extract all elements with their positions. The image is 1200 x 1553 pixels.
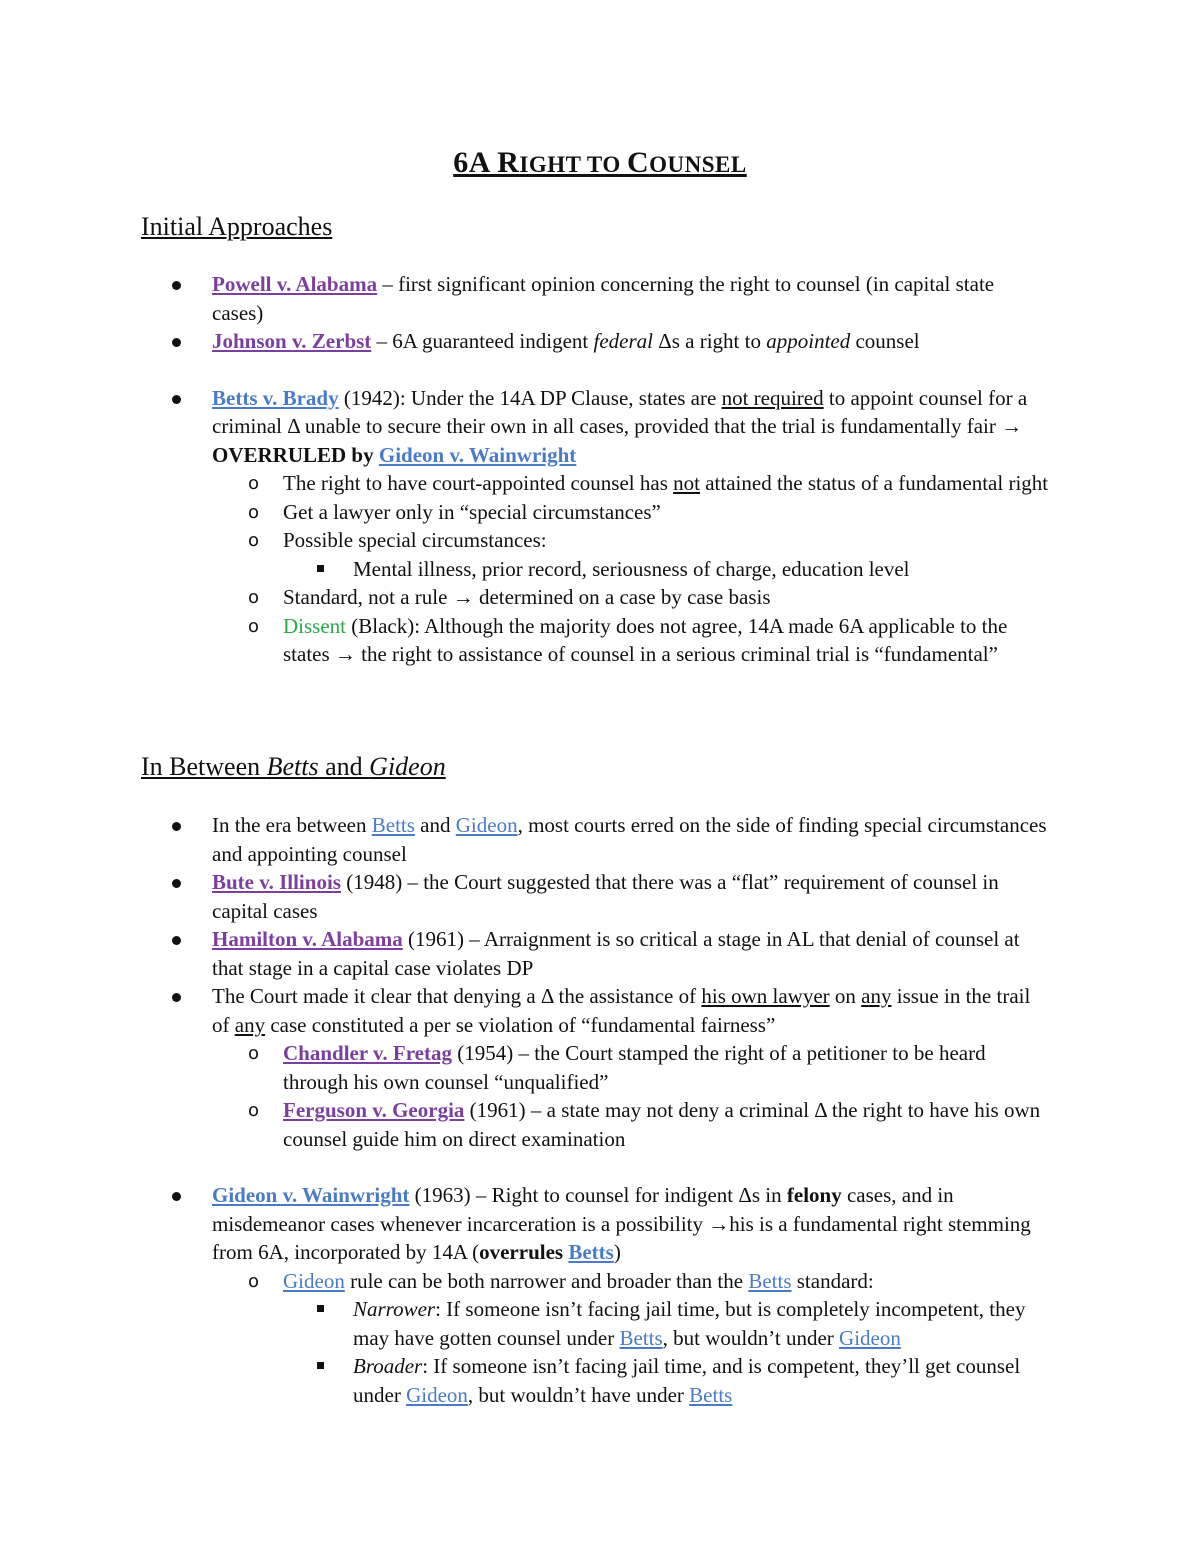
case-link-gideon-main[interactable]: Gideon v. Wainwright [212,1183,410,1207]
circle-bullet-icon: o [248,1100,260,1121]
ref-link-betts[interactable]: Betts [619,1325,663,1350]
section-initial-approaches [0,270,1200,669]
list-item: Hamilton v. Alabama (1961) – Arraignment is so critical a stage in AL that denial of counsel at that stage in a capital case violates DP [0,925,1050,982]
dissent-label: Dissent [283,613,346,638]
ref-link-gideon[interactable]: Gideon [406,1382,468,1407]
list-item: The Court made it clear that denying a Δ the assistance of his own lawyer on any issue in the trail of any case constituted a per se violation of “fundamental fairness” [0,982,1050,1039]
ref-link-betts[interactable]: Betts [748,1268,792,1293]
square-bullet-icon [317,565,324,572]
circle-bullet-icon: o [248,473,260,494]
list-item: o Chandler v. Fretag (1954) – the Court stamped the right of a petitioner to be heard through his own counsel “unqualified” [248,1041,986,1094]
bullet-icon [172,936,181,945]
bullet-icon [172,879,181,888]
case-link-gideon[interactable]: Gideon v. Wainwright [378,442,577,467]
list-item: Broader: If someone isn’t facing jail time, and is competent, they’ll get counsel under Gideon, but wouldn’t have under Betts [0,1352,1063,1409]
list-item: Mental illness, prior record, seriousness of charge, education level [0,555,1063,584]
bullet-icon [172,338,181,347]
ref-link-gideon[interactable]: Gideon [455,813,518,837]
bullet-icon [172,1192,181,1201]
list-item: Betts v. Brady (1942): Under the 14A DP Clause, states are not required to appoint counsel for a criminal Δ unable to secure their own in all cases, provided that the trial is fundamentally fair → OVERRULED by Gideon v. Wainwright [0,384,1050,470]
circle-bullet-icon: o [248,501,260,523]
list-item: Gideon v. Wainwright (1963) – Right to counsel for indigent Δs in felony cases, and in misdemeanor cases whenever incarceration is a possibility →his is a fundamental right stemming from 6A, incorporated by 14A (overrules Betts) [0,1181,1050,1267]
case-link-ferguson[interactable]: Ferguson v. Georgia [283,1098,465,1122]
list-item: Bute v. Illinois (1948) – the Court suggested that there was a “flat” requirement of counsel in capital cases [0,868,1050,925]
list-item: Narrower: If someone isn’t facing jail time, but is completely incompetent, they may have gotten counsel under Betts, but wouldn’t under Gideon [0,1295,1063,1352]
section-in-between [0,811,1200,1409]
circle-bullet-icon: o [248,530,260,551]
list-item: Johnson v. Zerbst – 6A guaranteed indigent federal Δs a right to appointed counsel [0,327,1050,356]
list-item: o Dissent (Black): Although the majority does not agree, 14A made 6A applicable to the states → the right to assistance of counsel in a serious criminal trial is “fundamental” [248,613,1008,666]
list-item: o The right to have court-appointed counsel has not attained the status of a fundamental right [0,469,1055,498]
ref-link-gideon[interactable]: Gideon [839,1325,901,1350]
circle-bullet-icon: o [248,1270,260,1292]
square-bullet-icon [317,1305,324,1312]
bullet-icon [172,993,181,1002]
case-link-johnson[interactable]: Johnson v. Zerbst [212,329,372,353]
ref-link-gideon[interactable]: Gideon [283,1268,345,1293]
bullet-icon [172,395,181,404]
bullet-icon [172,281,181,290]
heading-initial-approaches: Initial Approaches [141,212,333,241]
list-item: o Possible special circumstances: [0,526,1055,555]
circle-bullet-icon: o [248,587,260,608]
case-link-betts[interactable]: Betts v. Brady [212,385,339,410]
circle-bullet-icon: o [248,615,260,637]
bullet-icon [172,822,181,831]
case-link-betts-overruled[interactable]: Betts [568,1240,614,1264]
list-item: In the era between Betts and Gideon, most courts erred on the side of finding special circumstances and appointing counsel [0,811,1050,868]
list-item: o Standard, not a rule → determined on a case by case basis [0,583,1055,612]
case-link-hamilton[interactable]: Hamilton v. Alabama [212,927,403,951]
circle-bullet-icon: o [248,1043,260,1064]
case-link-chandler[interactable]: Chandler v. Fretag [283,1041,452,1065]
ref-link-betts[interactable]: Betts [689,1382,733,1407]
page-title: 6A RIGHT TO COUNSEL [453,146,747,179]
case-link-bute[interactable]: Bute v. Illinois [212,870,341,894]
heading-in-between: In Between Betts and Gideon [141,752,446,781]
list-item: o Ferguson v. Georgia (1961) – a state may not deny a criminal Δ the right to have his own counsel guide him on direct examination [248,1098,1041,1151]
list-item: Powell v. Alabama – first significant opinion concerning the right to counsel (in capital state cases) [0,270,1050,327]
case-link-powell[interactable]: Powell v. Alabama [212,272,378,296]
list-item: o Gideon rule can be both narrower and broader than the Betts standard: [0,1267,1055,1296]
square-bullet-icon [317,1362,324,1369]
ref-link-betts[interactable]: Betts [371,813,415,837]
list-item: o Get a lawyer only in “special circumstances” [0,498,1055,527]
